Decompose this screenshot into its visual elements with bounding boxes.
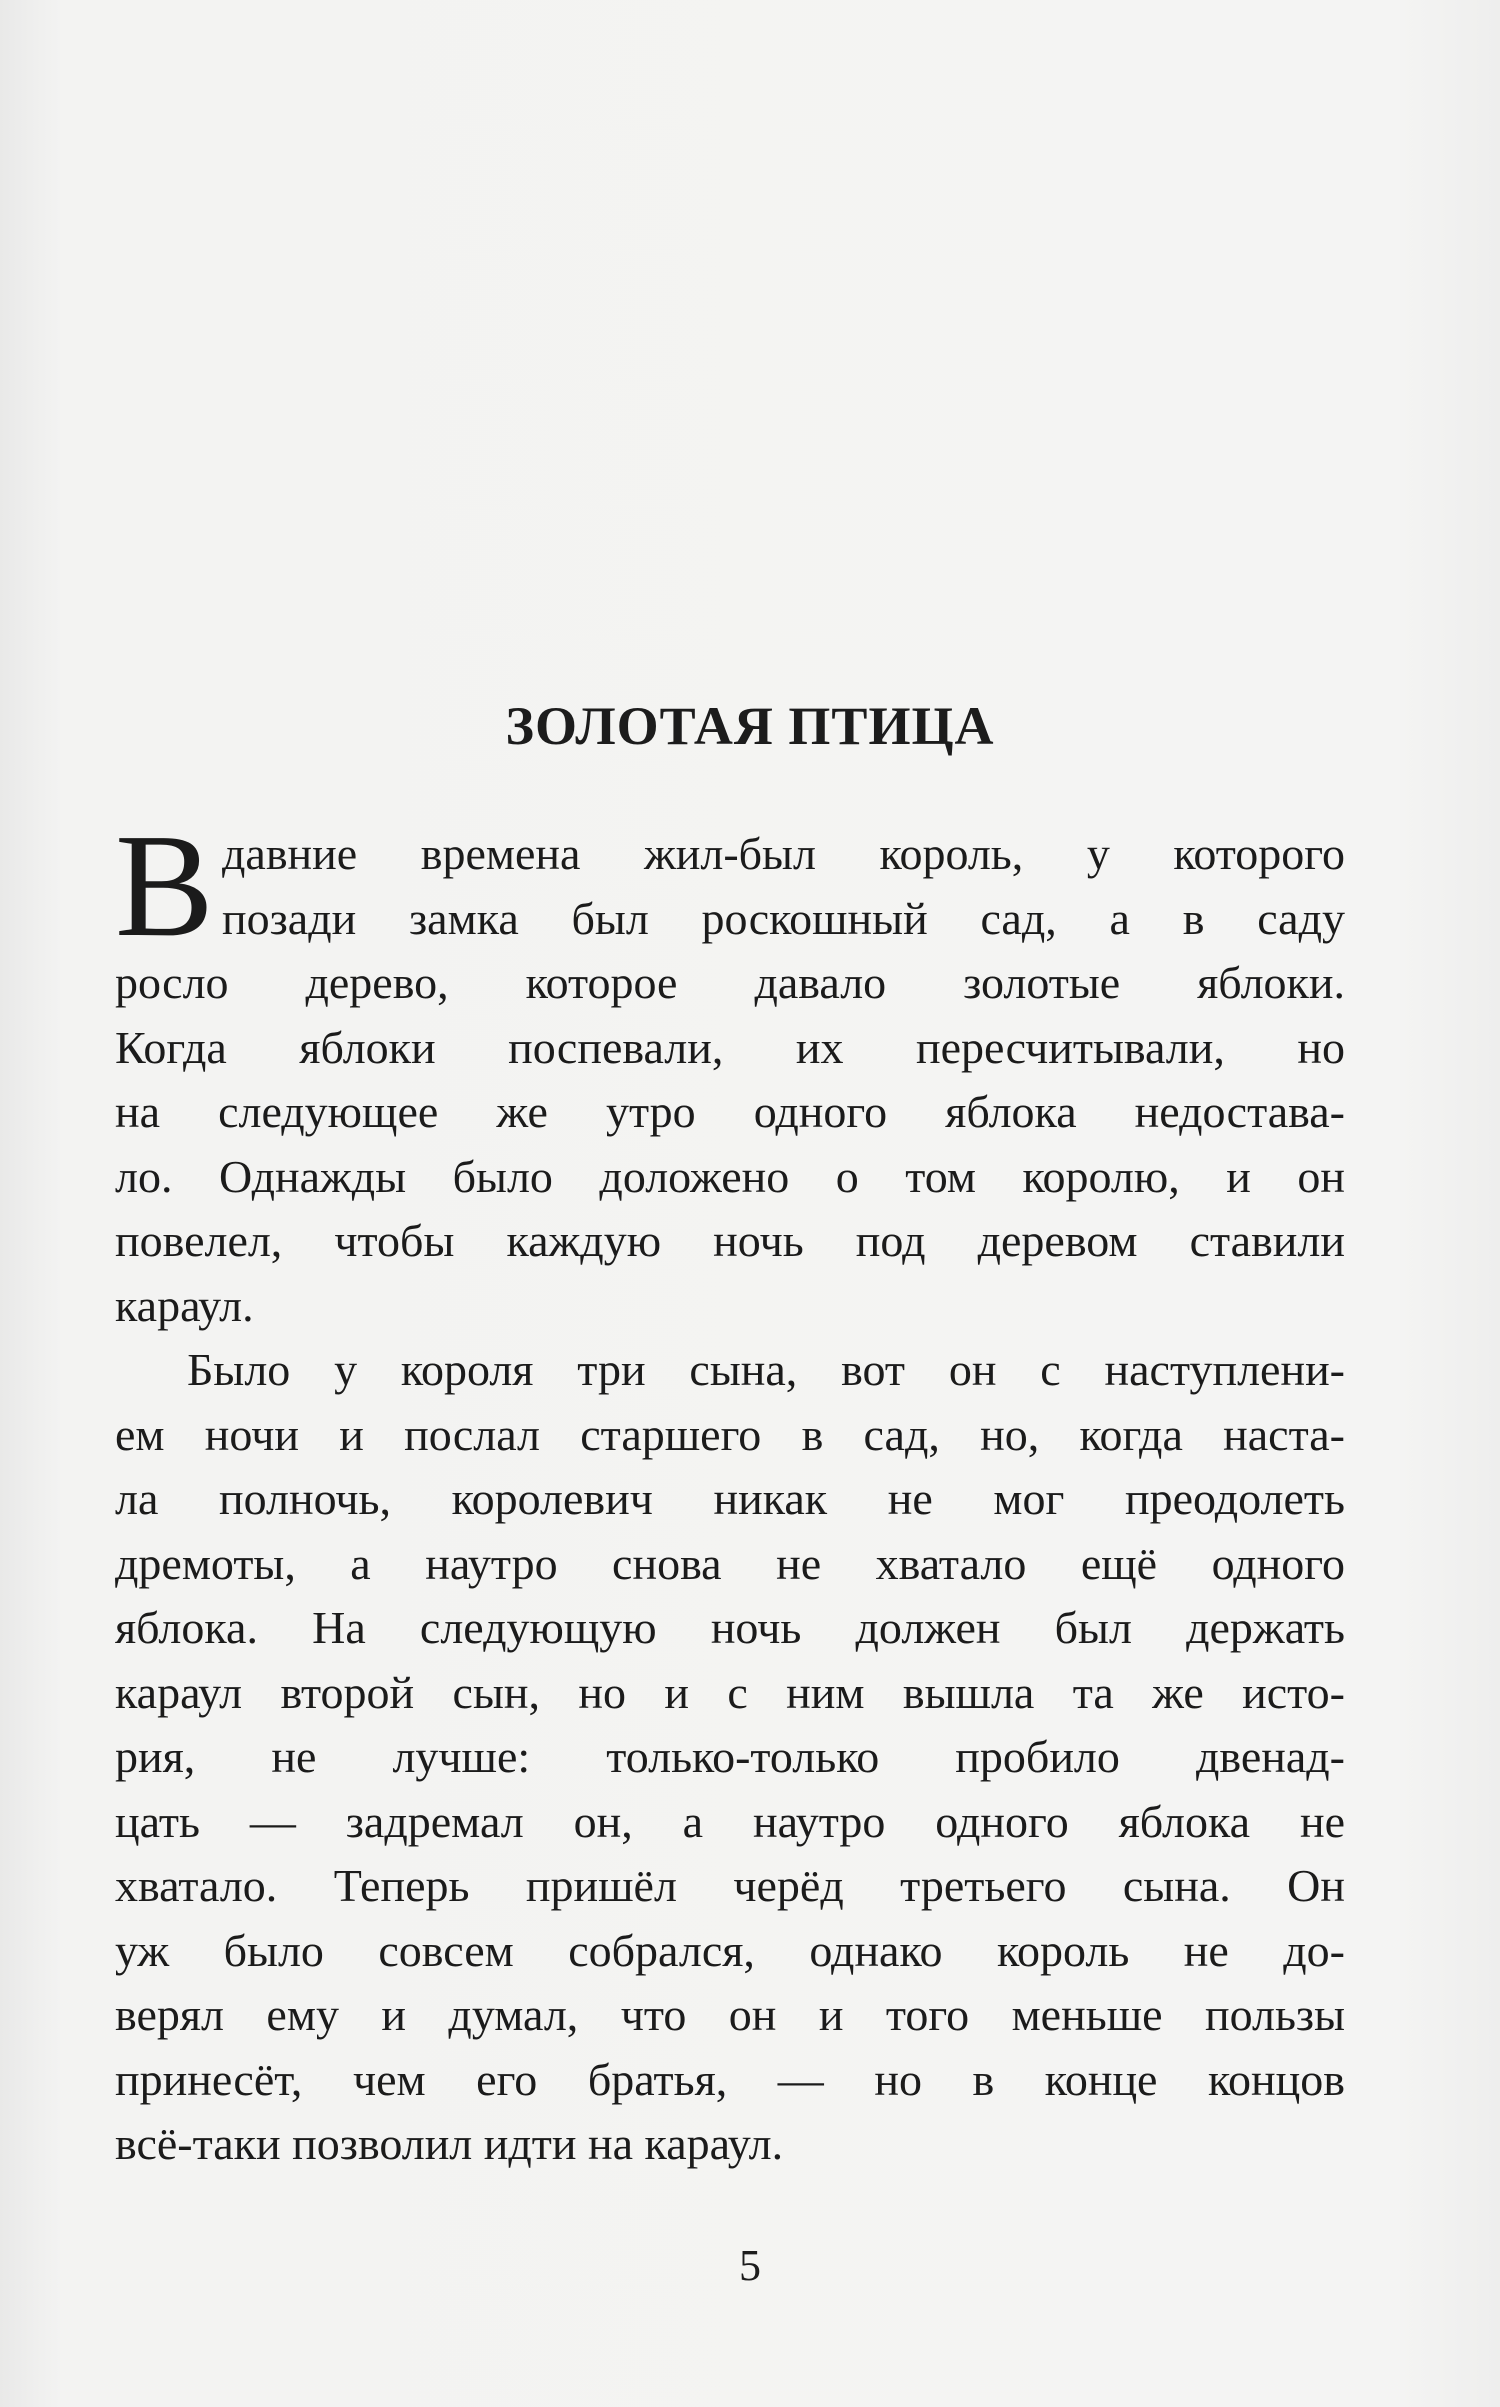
text-line: верял ему и думал, что он и того меньше пользы bbox=[115, 1989, 1345, 2040]
text-line: всё-таки позволил идти на караул. bbox=[115, 2118, 784, 2169]
text-line: росло дерево, которое давало золотые яблоки. bbox=[115, 957, 1345, 1008]
text-line: уж было совсем собрался, однако король не до- bbox=[115, 1924, 1345, 1976]
drop-cap: В bbox=[115, 804, 214, 968]
paragraph-1 bbox=[115, 804, 1345, 1338]
text-line: принесёт, чем его братья, — но в конце концов bbox=[115, 2053, 1345, 2105]
text-line: ло. Однажды было доложено о том королю, и он bbox=[115, 1150, 1345, 1202]
text-line: цать — задремал он, а наутро одного яблока не bbox=[115, 1795, 1345, 1847]
paragraph-2 bbox=[115, 1338, 1345, 2177]
text-line: Когда яблоки поспевали, их пересчитывали, но bbox=[115, 1021, 1345, 1073]
text-line: караул второй сын, но и с ним вышла та же исто- bbox=[115, 1666, 1345, 1718]
chapter-title: ЗОЛОТАЯ ПТИЦА bbox=[505, 696, 995, 756]
text-line: рия, не лучше: только-только пробило двенад- bbox=[115, 1731, 1345, 1782]
text-line: ем ночи и послал старшего в сад, но, когда наста- bbox=[115, 1408, 1345, 1460]
page-number: 5 bbox=[739, 2241, 761, 2290]
text-line: хватало. Теперь пришёл черёд третьего сына. Он bbox=[115, 1860, 1345, 1911]
text-line: на следующее же утро одного яблока недостава- bbox=[115, 1086, 1345, 1137]
text-line: яблока. На следующую ночь должен был держать bbox=[115, 1602, 1345, 1653]
text-line: караул. bbox=[115, 1279, 254, 1331]
text-block bbox=[115, 804, 1345, 2177]
text-line: ла полночь, королевич никак не мог преодолеть bbox=[115, 1473, 1345, 1524]
text-line: давние времена жил-был король, у которого bbox=[222, 828, 1345, 879]
text-line: Было у короля три сына, вот он с наступлени- bbox=[187, 1344, 1345, 1395]
text-line: дремоты, а наутро снова не хватало ещё одного bbox=[115, 1537, 1345, 1589]
text-line: позади замка был роскошный сад, а в саду bbox=[222, 892, 1345, 944]
text-line: повелел, чтобы каждую ночь под деревом ставили bbox=[115, 1215, 1345, 1266]
